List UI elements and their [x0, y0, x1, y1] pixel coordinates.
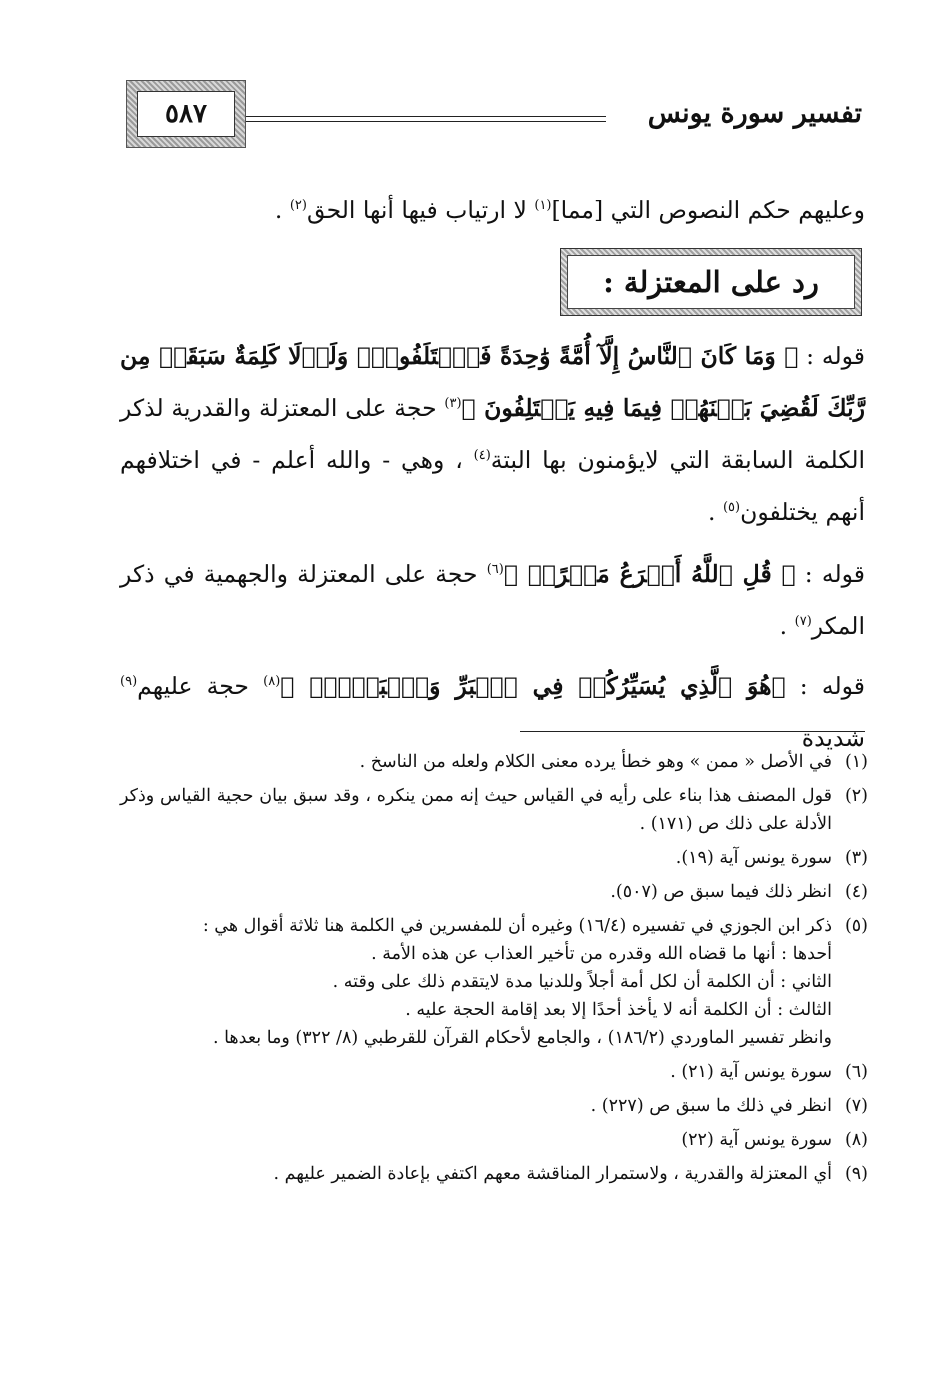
- footnote-text: [120, 912, 832, 1052]
- footnote-number: (٧): [844, 1096, 868, 1116]
- para1-text-a: وعليهم حكم النصوص التي [مما]: [551, 196, 865, 224]
- para3-text-c: .: [779, 612, 795, 640]
- footnote-text: [120, 782, 832, 838]
- footnote-ref-7: (٧): [794, 614, 812, 630]
- footnote-text: [120, 878, 832, 906]
- footnote-number: (١): [844, 752, 868, 772]
- footnote-line: الثالث : أن الكلمة أنه لا يأخذ أحدًا إلا بعد إقامة الحجة عليه .: [405, 1000, 832, 1020]
- para3-text-b: حجة على المعتزلة والجهمية في ذكر المكر: [120, 560, 865, 640]
- footnote-line: سورة يونس آية (٢٢): [681, 1130, 832, 1150]
- footnote-line: قول المصنف هذا بناء على رأيه في القياس حيث إنه ممن ينكره ، وقد سبق بيان حجية القياس وذكر الأدلة على ذلك ص (١٧١) .: [120, 786, 832, 834]
- footnote-line: سورة يونس آية (٢١) .: [670, 1062, 832, 1082]
- footnote-separator: [520, 731, 865, 732]
- footnote-text: [120, 1092, 832, 1120]
- footnote-number: (٨): [844, 1130, 868, 1150]
- footnote-ref-1: (١): [534, 198, 552, 214]
- footnote-text: [120, 1058, 832, 1086]
- footnote-item: [120, 1058, 868, 1086]
- para2-lead: قوله :: [798, 342, 865, 370]
- footnote-number: (٤): [844, 882, 868, 902]
- footnote-line: في الأصل « ممن » وهو خطأ يرده معنى الكلام ولعله من الناسخ .: [359, 752, 832, 772]
- para1-text-c: .: [274, 196, 290, 224]
- footnote-item: [120, 782, 868, 838]
- section-heading-frame: [560, 248, 862, 316]
- footnotes: [120, 748, 868, 1194]
- footnote-text: [120, 844, 832, 872]
- para3-lead: قوله :: [795, 560, 865, 588]
- footnote-line: أحدها : أنها ما قضاه الله وقدره من تأخير العذاب عن هذه الأمة .: [371, 944, 832, 964]
- para1-text-b: لا ارتياب فيها أنها الحق: [306, 196, 535, 224]
- footnote-line: سورة يونس آية (١٩).: [675, 848, 832, 868]
- footnote-ref-4: (٤): [473, 448, 491, 464]
- footnote-number: (٣): [844, 848, 868, 868]
- para4-text-c: شديدة: [801, 724, 865, 752]
- footnote-item: [120, 1092, 868, 1120]
- para2-text-b: حجة على المعتزلة والقدرية لذكر الكلمة السابقة التي لايؤمنون بها البتة: [120, 394, 866, 474]
- footnote-line: ذكر ابن الجوزي في تفسيره (١٦/٤) وغيره أن للمفسرين في الكلمة هنا ثلاثة أقوال هي :: [202, 916, 832, 936]
- footnote-number: (٥): [844, 916, 868, 936]
- page-number-frame: [126, 80, 246, 148]
- footnote-number: (٩): [844, 1164, 868, 1184]
- footnote-line: وانظر تفسير الماوردي (١٨٦/٢) ، والجامع لأحكام القرآن للقرطبي (٨/ ٣٢٢) وما بعدها .: [212, 1028, 832, 1048]
- footnote-item: [120, 748, 868, 776]
- footnote-text: [120, 748, 832, 776]
- footnote-item: [120, 878, 868, 906]
- para4-text-b: حجة عليهم: [137, 672, 264, 700]
- footnote-item: [120, 912, 868, 1052]
- footnote-line: الثاني : أن الكلمة أن لكل أمة أجلاً وللدنيا مدة لايتقدم ذلك على وقته .: [332, 972, 832, 992]
- footnote-ref-9: (٩): [120, 674, 138, 690]
- footnote-text: [120, 1126, 832, 1154]
- footnote-line: انظر في ذلك ما سبق ص (٢٢٧) .: [590, 1096, 832, 1116]
- quran-verse-3: ﴿هُوَ ٱلَّذِي يُسَيِّرُكُمۡ فِي ٱلۡبَرِّ وَٱلۡبَحۡرِۖ ﴾: [280, 672, 786, 700]
- footnote-ref-5: (٥): [722, 500, 741, 516]
- quran-verse-1: ﴿ وَمَا كَانَ ٱلنَّاسُ إِلَّآ أُمَّةً وَٰحِدَةً فَٱخۡتَلَفُواْۚ وَلَوۡلَا كَلِمَةٌ سَبَقَتۡ مِن رَّبِّكَ لَقُضِيَ بَيۡنَهُمۡ فِيمَا فِيهِ يَخۡتَلِفُونَ ﴾: [120, 342, 865, 422]
- paragraph-3: [120, 548, 865, 652]
- footnote-number: (٢): [844, 786, 868, 806]
- quran-verse-2: ﴿ قُلِ ٱللَّهُ أَسۡرَعُ مَكۡرًاۚ ﴾: [503, 560, 796, 588]
- footnote-line: انظر ذلك فيما سبق ص (٥٠٧).: [610, 882, 832, 902]
- footnote-ref-2: (٢): [289, 198, 307, 214]
- para2-text-c: ، وهي - والله أعلم - في اختلافهم أنهم يختلفون: [120, 446, 865, 526]
- footnote-item: [120, 1126, 868, 1154]
- footnote-item: [120, 1160, 868, 1188]
- paragraph-1: [120, 184, 865, 236]
- running-title: تفسير سورة يونس: [647, 98, 862, 129]
- footnote-line: أي المعتزلة والقدرية ، ولاستمرار المناقشة معهم اكتفي بإعادة الضمير عليهم .: [273, 1164, 832, 1184]
- para2-text-d: .: [708, 498, 723, 526]
- footnote-ref-8: (٨): [263, 674, 281, 690]
- footnote-ref-3: (٣): [444, 396, 462, 412]
- para4-lead: قوله :: [785, 672, 865, 700]
- footnote-ref-6: (٦): [486, 562, 504, 578]
- page-number: ٥٨٧: [137, 91, 235, 137]
- paragraph-2: [120, 330, 865, 538]
- section-heading: رد على المعتزلة :: [567, 255, 855, 309]
- footnote-item: [120, 844, 868, 872]
- footnote-number: (٦): [844, 1062, 868, 1082]
- header-rule: [246, 116, 606, 122]
- footnote-text: [120, 1160, 832, 1188]
